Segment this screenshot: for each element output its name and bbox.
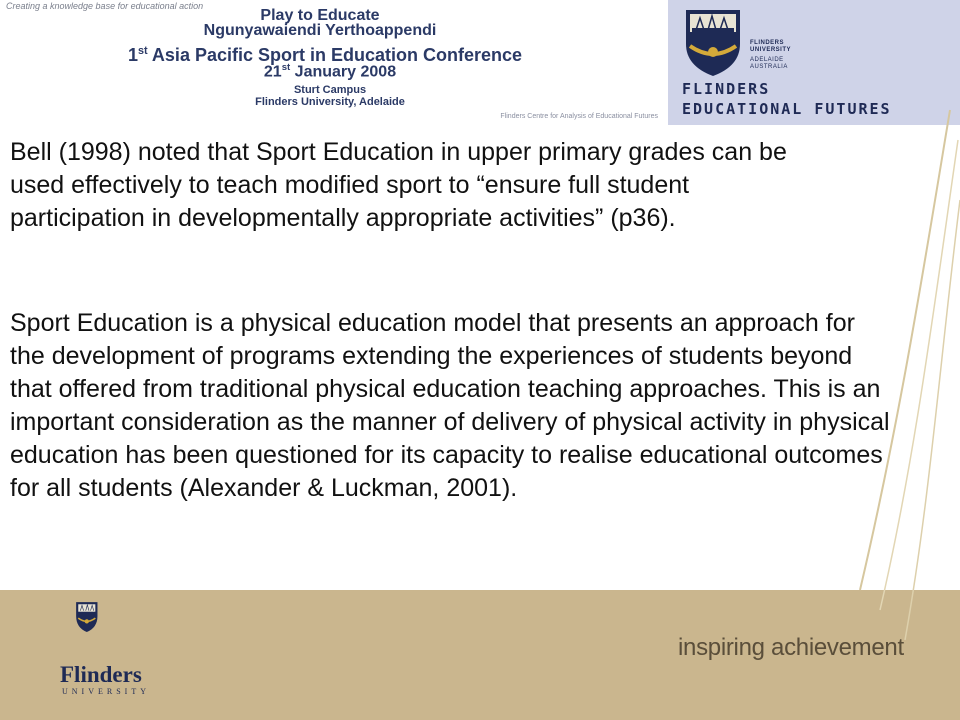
brand-line-2: EDUCATIONAL FUTURES — [682, 100, 892, 118]
footer-logo-sub: UNIVERSITY — [62, 687, 150, 696]
university-crest-icon — [678, 4, 748, 78]
conference-name-text: Asia Pacific Sport in Education Conference — [147, 45, 523, 65]
banner-credit: Flinders Centre for Analysis of Educational Futures — [500, 113, 658, 120]
conference-day-ordinal: st — [281, 62, 291, 73]
banner-tagline: Creating a knowledge base for educational action — [6, 1, 204, 11]
conference-campus: Sturt Campus — [293, 84, 367, 96]
conference-banner — [0, 0, 670, 125]
univ-line-4: AUSTRALIA — [750, 64, 788, 70]
paragraph-sport-education: Sport Education is a physical education model that presents an approach for the development of programs extending the experiences of students beyond that offered from traditional physical education teaching approaches. This is an important consideration as the manner of delivery of physical activity in physical education has been questioned for its capacity to realise educational outcomes for all students (Alexander & Luckman, 2001). — [10, 309, 890, 502]
univ-line-1: FLINDERS — [750, 40, 784, 46]
conference-ordinal: st — [137, 45, 148, 57]
footer-band — [0, 590, 960, 720]
conference-location: Flinders University, Adelaide — [255, 96, 405, 108]
conference-title: Play to Educate — [260, 7, 380, 24]
brand-line-1: FLINDERS — [682, 80, 771, 98]
univ-line-2: UNIVERSITY — [750, 47, 792, 53]
conference-number: 1 — [127, 45, 138, 65]
univ-line-3: ADELAIDE — [750, 57, 784, 63]
footer-logo-name: Flinders — [60, 662, 142, 687]
educational-futures-brand — [668, 0, 960, 125]
paragraph-bell-quote: Bell (1998) noted that Sport Education in upper primary grades can be used effectively to teach modified sport to “ensure full student participation in developmentally appropriate activities” (p36). — [10, 138, 787, 232]
university-wordmark — [750, 40, 791, 71]
conference-date — [0, 62, 660, 81]
flinders-crest-icon — [74, 600, 122, 664]
conference-subtitle: Ngunyawaiendi Yerthoappendi — [203, 22, 437, 39]
conference-day: 21 — [263, 63, 282, 81]
slogan: inspiring achievement — [678, 634, 904, 661]
conference-month-year: January 2008 — [290, 63, 397, 81]
